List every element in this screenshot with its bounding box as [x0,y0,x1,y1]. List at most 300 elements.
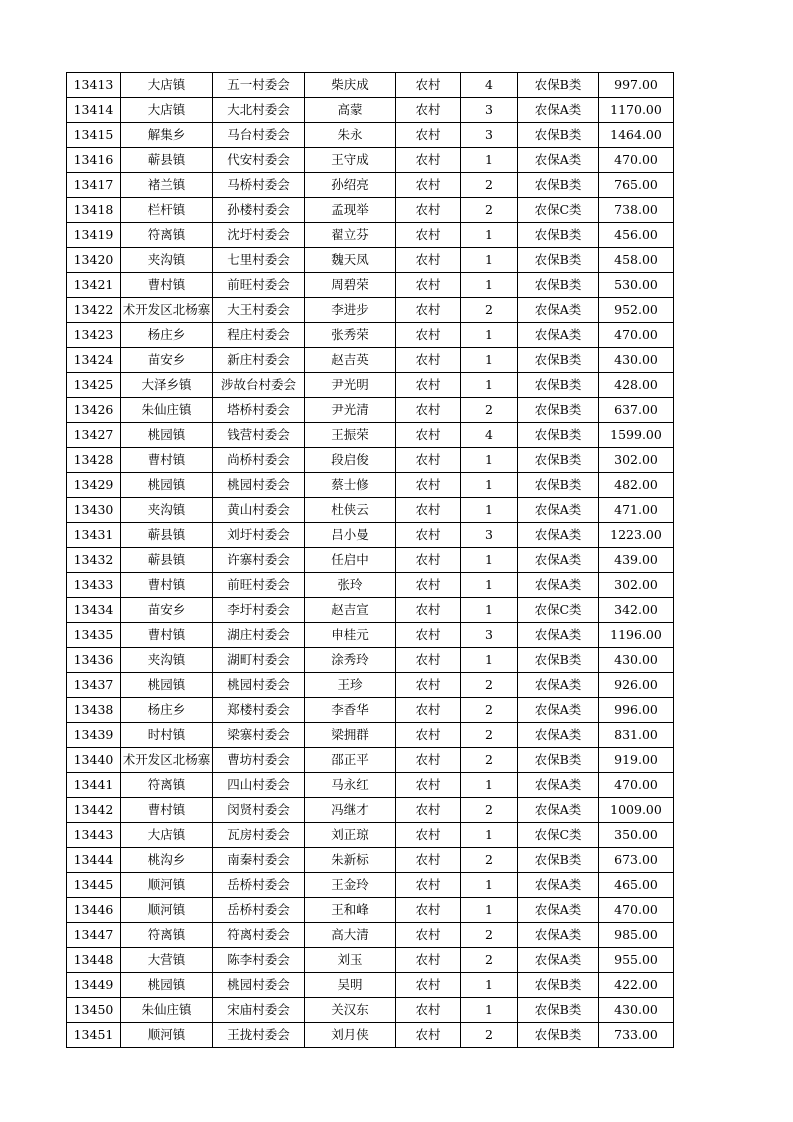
insurance-category-cell: 农保A类 [518,923,599,948]
village-committee-cell: 前旺村委会 [213,573,305,598]
town-cell: 桃园镇 [121,423,213,448]
village-committee-cell: 孙楼村委会 [213,198,305,223]
town-cell: 蕲县镇 [121,148,213,173]
person-name-cell: 蔡士修 [305,473,396,498]
village-committee-cell: 梁寨村委会 [213,723,305,748]
table-row [67,1023,674,1048]
household-count-cell: 2 [461,948,518,973]
person-name-cell: 段启俊 [305,448,396,473]
table-row [67,798,674,823]
household-count-cell: 1 [461,323,518,348]
record-id-cell: 13428 [67,448,121,473]
village-committee-cell: 沈圩村委会 [213,223,305,248]
village-committee-cell: 马桥村委会 [213,173,305,198]
town-cell: 苗安乡 [121,598,213,623]
area-type-cell: 农村 [396,223,461,248]
amount-cell: 470.00 [599,323,674,348]
person-name-cell: 张玲 [305,573,396,598]
person-name-cell: 赵吉英 [305,348,396,373]
household-count-cell: 2 [461,723,518,748]
area-type-cell: 农村 [396,548,461,573]
table-row [67,123,674,148]
village-committee-cell: 湖庄村委会 [213,623,305,648]
village-committee-cell: 程庄村委会 [213,323,305,348]
table-row [67,623,674,648]
insurance-category-cell: 农保B类 [518,373,599,398]
village-committee-cell: 刘圩村委会 [213,523,305,548]
amount-cell: 482.00 [599,473,674,498]
table-row [67,898,674,923]
record-id-cell: 13420 [67,248,121,273]
household-count-cell: 1 [461,273,518,298]
town-cell: 杨庄乡 [121,323,213,348]
area-type-cell: 农村 [396,248,461,273]
town-cell: 解集乡 [121,123,213,148]
amount-cell: 302.00 [599,573,674,598]
insurance-category-cell: 农保A类 [518,948,599,973]
insurance-category-cell: 农保B类 [518,173,599,198]
insurance-category-cell: 农保A类 [518,723,599,748]
person-name-cell: 高大清 [305,923,396,948]
household-count-cell: 1 [461,598,518,623]
town-cell: 大泽乡镇 [121,373,213,398]
village-committee-cell: 宋庙村委会 [213,998,305,1023]
record-id-cell: 13449 [67,973,121,998]
household-count-cell: 2 [461,298,518,323]
record-id-cell: 13445 [67,873,121,898]
insurance-category-cell: 农保A类 [518,623,599,648]
household-count-cell: 1 [461,998,518,1023]
area-type-cell: 农村 [396,623,461,648]
person-name-cell: 柴庆成 [305,73,396,98]
table-row [67,398,674,423]
village-committee-cell: 瓦房村委会 [213,823,305,848]
household-count-cell: 1 [461,348,518,373]
table-row [67,948,674,973]
village-committee-cell: 马台村委会 [213,123,305,148]
table-row [67,323,674,348]
record-id-cell: 13438 [67,698,121,723]
village-committee-cell: 黄山村委会 [213,498,305,523]
area-type-cell: 农村 [396,73,461,98]
area-type-cell: 农村 [396,973,461,998]
area-type-cell: 农村 [396,173,461,198]
amount-cell: 765.00 [599,173,674,198]
area-type-cell: 农村 [396,298,461,323]
amount-cell: 997.00 [599,73,674,98]
household-count-cell: 2 [461,923,518,948]
household-count-cell: 1 [461,873,518,898]
area-type-cell: 农村 [396,748,461,773]
amount-cell: 1599.00 [599,423,674,448]
records-table-body [67,73,674,1048]
household-count-cell: 1 [461,223,518,248]
village-committee-cell: 王拢村委会 [213,1023,305,1048]
person-name-cell: 吕小曼 [305,523,396,548]
household-count-cell: 1 [461,548,518,573]
amount-cell: 470.00 [599,773,674,798]
household-count-cell: 1 [461,373,518,398]
household-count-cell: 2 [461,698,518,723]
record-id-cell: 13414 [67,98,121,123]
insurance-category-cell: 农保B类 [518,248,599,273]
record-id-cell: 13443 [67,823,121,848]
household-count-cell: 1 [461,773,518,798]
insurance-category-cell: 农保B类 [518,998,599,1023]
person-name-cell: 周碧荣 [305,273,396,298]
person-name-cell: 邵正平 [305,748,396,773]
village-committee-cell: 代安村委会 [213,148,305,173]
area-type-cell: 农村 [396,823,461,848]
town-cell: 朱仙庄镇 [121,998,213,1023]
insurance-category-cell: 农保A类 [518,298,599,323]
town-cell: 桃园镇 [121,473,213,498]
area-type-cell: 农村 [396,873,461,898]
person-name-cell: 王珍 [305,673,396,698]
record-id-cell: 13418 [67,198,121,223]
village-committee-cell: 新庄村委会 [213,348,305,373]
household-count-cell: 1 [461,573,518,598]
village-committee-cell: 五一村委会 [213,73,305,98]
person-name-cell: 朱永 [305,123,396,148]
area-type-cell: 农村 [396,473,461,498]
table-row [67,648,674,673]
person-name-cell: 刘玉 [305,948,396,973]
household-count-cell: 1 [461,248,518,273]
household-count-cell: 1 [461,473,518,498]
insurance-category-cell: 农保B类 [518,848,599,873]
village-committee-cell: 郑楼村委会 [213,698,305,723]
town-cell: 桃沟乡 [121,848,213,873]
insurance-category-cell: 农保B类 [518,1023,599,1048]
record-id-cell: 13425 [67,373,121,398]
area-type-cell: 农村 [396,923,461,948]
amount-cell: 430.00 [599,348,674,373]
table-row [67,223,674,248]
record-id-cell: 13430 [67,498,121,523]
amount-cell: 1464.00 [599,123,674,148]
household-count-cell: 2 [461,398,518,423]
person-name-cell: 涂秀玲 [305,648,396,673]
town-cell: 桃园镇 [121,673,213,698]
area-type-cell: 农村 [396,398,461,423]
town-cell: 术开发区北杨寨 [121,298,213,323]
record-id-cell: 13422 [67,298,121,323]
household-count-cell: 2 [461,848,518,873]
record-id-cell: 13423 [67,323,121,348]
record-id-cell: 13447 [67,923,121,948]
amount-cell: 996.00 [599,698,674,723]
table-row [67,748,674,773]
town-cell: 曹村镇 [121,798,213,823]
record-id-cell: 13424 [67,348,121,373]
person-name-cell: 王和峰 [305,898,396,923]
town-cell: 曹村镇 [121,623,213,648]
amount-cell: 428.00 [599,373,674,398]
village-committee-cell: 大王村委会 [213,298,305,323]
amount-cell: 952.00 [599,298,674,323]
person-name-cell: 李进步 [305,298,396,323]
town-cell: 褚兰镇 [121,173,213,198]
insurance-category-cell: 农保A类 [518,98,599,123]
village-committee-cell: 岳桥村委会 [213,898,305,923]
area-type-cell: 农村 [396,723,461,748]
record-id-cell: 13429 [67,473,121,498]
village-committee-cell: 桃园村委会 [213,973,305,998]
area-type-cell: 农村 [396,448,461,473]
record-id-cell: 13442 [67,798,121,823]
record-id-cell: 13441 [67,773,121,798]
town-cell: 大店镇 [121,73,213,98]
amount-cell: 1170.00 [599,98,674,123]
town-cell: 顺河镇 [121,1023,213,1048]
household-count-cell: 3 [461,523,518,548]
person-name-cell: 张秀荣 [305,323,396,348]
area-type-cell: 农村 [396,373,461,398]
insurance-category-cell: 农保A类 [518,898,599,923]
amount-cell: 471.00 [599,498,674,523]
insurance-category-cell: 农保B类 [518,473,599,498]
record-id-cell: 13416 [67,148,121,173]
town-cell: 顺河镇 [121,873,213,898]
area-type-cell: 农村 [396,523,461,548]
household-count-cell: 2 [461,198,518,223]
person-name-cell: 赵吉宣 [305,598,396,623]
town-cell: 时村镇 [121,723,213,748]
amount-cell: 1196.00 [599,623,674,648]
amount-cell: 430.00 [599,998,674,1023]
household-count-cell: 3 [461,98,518,123]
household-count-cell: 2 [461,673,518,698]
amount-cell: 350.00 [599,823,674,848]
amount-cell: 985.00 [599,923,674,948]
person-name-cell: 王金玲 [305,873,396,898]
table-row [67,73,674,98]
area-type-cell: 农村 [396,673,461,698]
amount-cell: 955.00 [599,948,674,973]
amount-cell: 458.00 [599,248,674,273]
table-row [67,998,674,1023]
table-row [67,823,674,848]
village-committee-cell: 湖町村委会 [213,648,305,673]
amount-cell: 926.00 [599,673,674,698]
table-row [67,573,674,598]
town-cell: 符离镇 [121,773,213,798]
insurance-category-cell: 农保B类 [518,73,599,98]
village-committee-cell: 桃园村委会 [213,473,305,498]
record-id-cell: 13439 [67,723,121,748]
insurance-category-cell: 农保A类 [518,798,599,823]
household-count-cell: 1 [461,498,518,523]
household-count-cell: 1 [461,973,518,998]
person-name-cell: 王守成 [305,148,396,173]
town-cell: 大店镇 [121,823,213,848]
table-row [67,773,674,798]
amount-cell: 733.00 [599,1023,674,1048]
household-count-cell: 1 [461,448,518,473]
table-row [67,523,674,548]
table-row [67,673,674,698]
area-type-cell: 农村 [396,98,461,123]
village-committee-cell: 涉故台村委会 [213,373,305,398]
record-id-cell: 13431 [67,523,121,548]
insurance-category-cell: 农保B类 [518,448,599,473]
town-cell: 夹沟镇 [121,648,213,673]
amount-cell: 530.00 [599,273,674,298]
amount-cell: 919.00 [599,748,674,773]
insurance-category-cell: 农保A类 [518,773,599,798]
town-cell: 桃园镇 [121,973,213,998]
town-cell: 栏杆镇 [121,198,213,223]
area-type-cell: 农村 [396,648,461,673]
table-row [67,723,674,748]
record-id-cell: 13450 [67,998,121,1023]
amount-cell: 465.00 [599,873,674,898]
records-table [66,72,674,1048]
town-cell: 杨庄乡 [121,698,213,723]
table-row [67,598,674,623]
person-name-cell: 孟现举 [305,198,396,223]
insurance-category-cell: 农保A类 [518,148,599,173]
record-id-cell: 13417 [67,173,121,198]
insurance-category-cell: 农保C类 [518,823,599,848]
town-cell: 蕲县镇 [121,523,213,548]
town-cell: 夹沟镇 [121,248,213,273]
table-row [67,173,674,198]
village-committee-cell: 李圩村委会 [213,598,305,623]
table-row [67,273,674,298]
amount-cell: 302.00 [599,448,674,473]
person-name-cell: 马永红 [305,773,396,798]
area-type-cell: 农村 [396,1023,461,1048]
person-name-cell: 任启中 [305,548,396,573]
town-cell: 蕲县镇 [121,548,213,573]
person-name-cell: 翟立芬 [305,223,396,248]
household-count-cell: 4 [461,73,518,98]
person-name-cell: 朱新标 [305,848,396,873]
insurance-category-cell: 农保A类 [518,323,599,348]
table-row [67,423,674,448]
household-count-cell: 1 [461,898,518,923]
amount-cell: 439.00 [599,548,674,573]
table-row [67,498,674,523]
table-row [67,698,674,723]
village-committee-cell: 南秦村委会 [213,848,305,873]
town-cell: 大营镇 [121,948,213,973]
town-cell: 术开发区北杨寨 [121,748,213,773]
village-committee-cell: 桃园村委会 [213,673,305,698]
household-count-cell: 2 [461,748,518,773]
table-row [67,473,674,498]
village-committee-cell: 大北村委会 [213,98,305,123]
insurance-category-cell: 农保A类 [518,873,599,898]
area-type-cell: 农村 [396,498,461,523]
record-id-cell: 13419 [67,223,121,248]
village-committee-cell: 钱营村委会 [213,423,305,448]
insurance-category-cell: 农保C类 [518,198,599,223]
person-name-cell: 高蒙 [305,98,396,123]
table-row [67,98,674,123]
village-committee-cell: 岳桥村委会 [213,873,305,898]
town-cell: 符离镇 [121,223,213,248]
insurance-category-cell: 农保B类 [518,223,599,248]
record-id-cell: 13426 [67,398,121,423]
record-id-cell: 13435 [67,623,121,648]
area-type-cell: 农村 [396,898,461,923]
table-row [67,548,674,573]
village-committee-cell: 塔桥村委会 [213,398,305,423]
area-type-cell: 农村 [396,998,461,1023]
area-type-cell: 农村 [396,773,461,798]
village-committee-cell: 曹坊村委会 [213,748,305,773]
person-name-cell: 刘月侠 [305,1023,396,1048]
record-id-cell: 13440 [67,748,121,773]
table-row [67,923,674,948]
town-cell: 苗安乡 [121,348,213,373]
table-row [67,348,674,373]
person-name-cell: 冯继才 [305,798,396,823]
town-cell: 顺河镇 [121,898,213,923]
record-id-cell: 13444 [67,848,121,873]
amount-cell: 430.00 [599,648,674,673]
town-cell: 曹村镇 [121,573,213,598]
record-id-cell: 13421 [67,273,121,298]
person-name-cell: 梁拥群 [305,723,396,748]
amount-cell: 673.00 [599,848,674,873]
household-count-cell: 1 [461,823,518,848]
area-type-cell: 农村 [396,573,461,598]
table-row [67,298,674,323]
record-id-cell: 13448 [67,948,121,973]
person-name-cell: 王振荣 [305,423,396,448]
person-name-cell: 尹光明 [305,373,396,398]
amount-cell: 738.00 [599,198,674,223]
area-type-cell: 农村 [396,848,461,873]
household-count-cell: 2 [461,798,518,823]
area-type-cell: 农村 [396,423,461,448]
area-type-cell: 农村 [396,123,461,148]
insurance-category-cell: 农保B类 [518,748,599,773]
household-count-cell: 2 [461,1023,518,1048]
amount-cell: 342.00 [599,598,674,623]
record-id-cell: 13451 [67,1023,121,1048]
insurance-category-cell: 农保A类 [518,548,599,573]
town-cell: 朱仙庄镇 [121,398,213,423]
insurance-category-cell: 农保A类 [518,523,599,548]
record-id-cell: 13413 [67,73,121,98]
table-row [67,973,674,998]
person-name-cell: 关汉东 [305,998,396,1023]
record-id-cell: 13434 [67,598,121,623]
insurance-category-cell: 农保B类 [518,348,599,373]
amount-cell: 456.00 [599,223,674,248]
amount-cell: 1223.00 [599,523,674,548]
record-id-cell: 13446 [67,898,121,923]
table-row [67,873,674,898]
person-name-cell: 李香华 [305,698,396,723]
village-committee-cell: 符离村委会 [213,923,305,948]
village-committee-cell: 前旺村委会 [213,273,305,298]
insurance-category-cell: 农保B类 [518,423,599,448]
town-cell: 夹沟镇 [121,498,213,523]
insurance-category-cell: 农保C类 [518,598,599,623]
person-name-cell: 申桂元 [305,623,396,648]
village-committee-cell: 许寨村委会 [213,548,305,573]
person-name-cell: 尹光清 [305,398,396,423]
record-id-cell: 13436 [67,648,121,673]
table-row [67,248,674,273]
amount-cell: 422.00 [599,973,674,998]
